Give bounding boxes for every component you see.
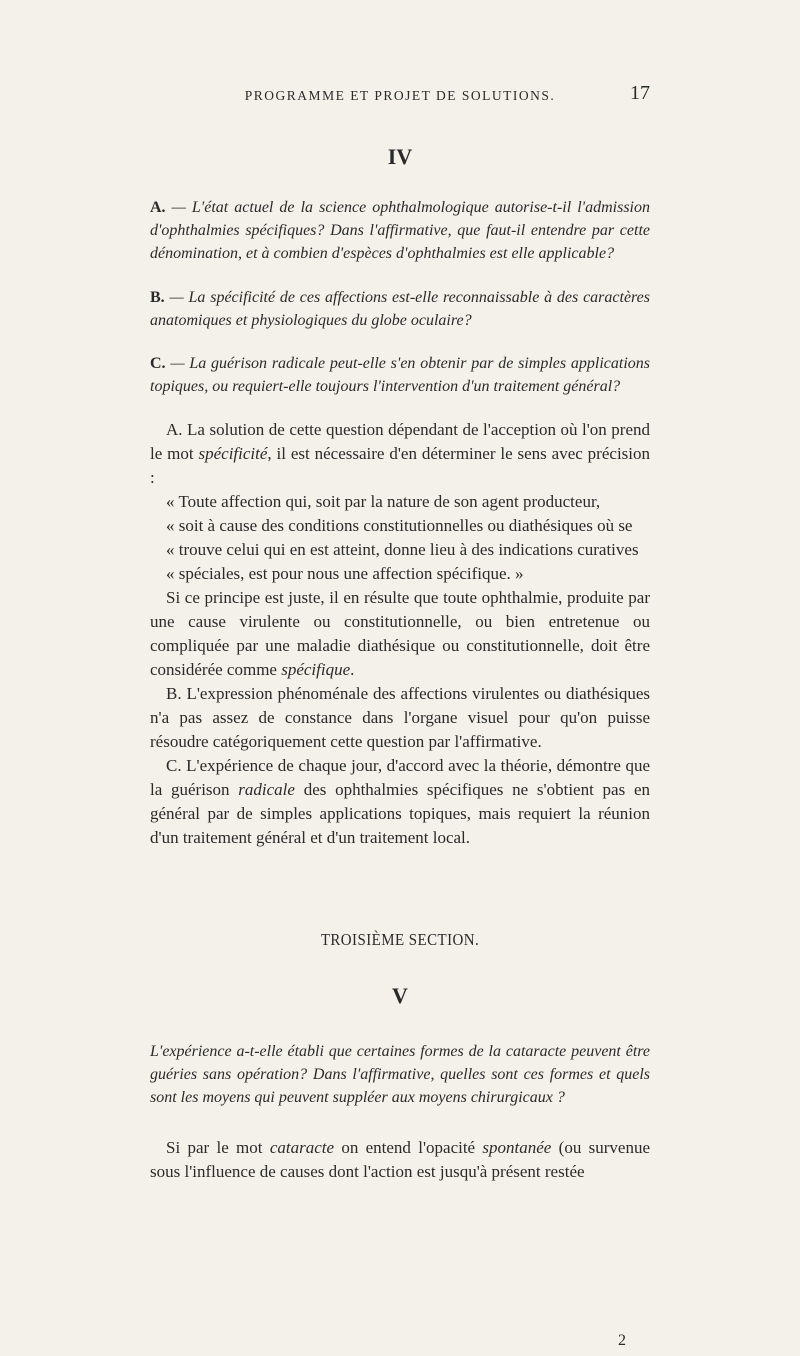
answer-v — [150, 1136, 650, 1184]
answer-a-conclusion-part2: . — [350, 660, 355, 679]
printer-signature: 2 — [618, 1332, 626, 1349]
answer-c-part1: C. L'expérience de chaque jour, d'accord avec la théorie, démontre que la guérison — [150, 756, 650, 799]
answer-a-intro-term: spécificité — [198, 444, 268, 463]
running-head: PROGRAMME ET PROJET DE SOLUTIONS. — [244, 88, 556, 103]
section-numeral-v: V — [392, 983, 408, 1008]
answer-c — [150, 754, 650, 850]
question-v — [150, 1040, 650, 1109]
quote-line: « Toute affection qui, soit par la nature de son agent producteur, — [166, 492, 601, 511]
answer-a-conclusion-part1: Si ce principe est juste, il en résulte que toute ophthalmie, produite par une cause virulente ou constitutionnelle, ou bien entretenue ou compliquée par une maladie diathésique ou constitutionnelle, doit être considérée comme — [150, 588, 650, 679]
question-b-text: — La spécificité de ces affections est-elle reconnaissable à des caractères anatomiques et physiologiques du globe oculaire? — [150, 289, 651, 329]
section-title: TROISIÈME SECTION. — [320, 930, 480, 949]
page-number: 17 — [630, 82, 650, 104]
answer-v-term-cataracte: cataracte — [269, 1138, 335, 1157]
question-b-letter: B. — [150, 289, 165, 306]
answer-v-part3: (ou survenue sous l'influence de causes dont l'action est jusqu'à présent restée — [150, 1138, 650, 1181]
quote-line: « spéciales, est pour nous une affection spécifique. » — [166, 564, 524, 583]
question-c-letter: C. — [150, 355, 166, 372]
question-c — [150, 352, 650, 398]
question-c-text: — La guérison radicale peut-elle s'en obtenir par de simples applications topiques, ou requiert-elle toujours l'intervention d'un traitement général? — [150, 355, 651, 395]
answer-a-intro-part1: A. La solution de cette question dépendant de l'acception où l'on prend le mot — [150, 420, 650, 463]
answer-a-conclusion — [150, 586, 650, 682]
answer-a-conclusion-term: spécifique — [281, 660, 351, 679]
definition-quote — [166, 490, 650, 586]
answer-b — [150, 682, 650, 754]
question-a — [150, 196, 650, 265]
answer-a-intro — [150, 418, 650, 490]
question-a-text: — L'état actuel de la science ophthalmologique autorise-t-il l'admission d'ophthalmies spécifiques? Dans l'affirmative, que faut-il entendre par cette dénomination, et à combien d'espèces d'ophthalmies est elle applicable? — [150, 199, 650, 262]
answer-v-part1: Si par le mot — [166, 1138, 270, 1157]
answer-b-text: B. L'expression phénoménale des affections virulentes ou diathésiques n'a pas assez de constance dans l'organe visuel pour qu'on puisse résoudre catégoriquement cette question par l'affirmative. — [150, 684, 650, 751]
answer-a-intro-part2: , il est nécessaire d'en déterminer le sens avec précision : — [150, 444, 651, 487]
question-v-text: L'expérience a-t-elle établi que certaines formes de la cataracte peuvent être guéries sans opération? Dans l'affirmative, quelles sont ces formes et quels sont les moyens qui peuvent suppléer aux moyens chirurgicaux ? — [150, 1043, 650, 1106]
quote-line: « trouve celui qui en est atteint, donne lieu à des indications curatives — [166, 540, 639, 559]
answer-c-term: radicale — [238, 780, 295, 799]
question-b — [150, 286, 650, 332]
answer-c-part2: des ophthalmies spécifiques ne s'obtient pas en général par de simples applications topiques, mais requiert la réunion d'un traitement général et d'un traitement local. — [150, 780, 650, 847]
question-a-letter: A. — [150, 199, 166, 216]
answer-v-part2: on entend l'opacité — [334, 1138, 483, 1157]
quote-line: « soit à cause des conditions constitutionnelles ou diathésiques où se — [166, 516, 633, 535]
answer-v-term-spontanee: spontanée — [482, 1138, 552, 1157]
section-numeral-iv: IV — [387, 144, 413, 169]
